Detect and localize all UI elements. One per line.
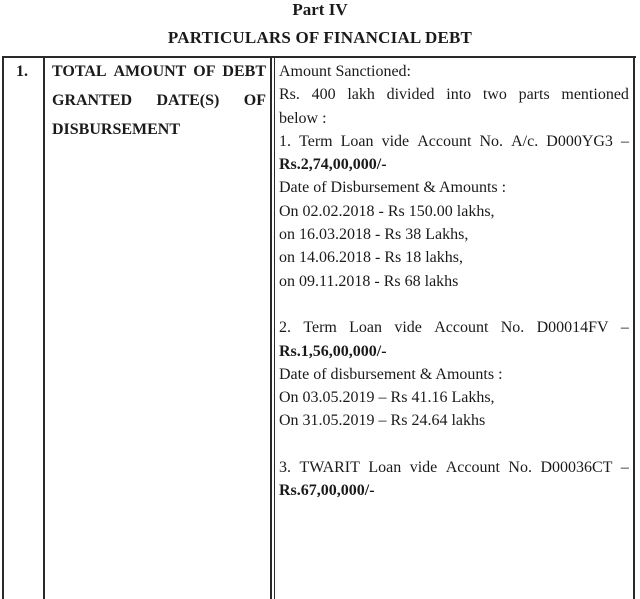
loan-1-disbursement: on 16.03.2018 - Rs 38 Lakhs, bbox=[279, 226, 469, 244]
loan-3-title-word: TWARIT bbox=[299, 459, 360, 477]
loan-3-title-word: Account bbox=[445, 459, 500, 477]
table-top-border bbox=[2, 56, 636, 58]
loan-2-dates-label: Date of disbursement & Amounts : bbox=[279, 365, 503, 383]
loan-3-title-word: vide bbox=[409, 459, 438, 477]
label-word: TOTAL bbox=[52, 63, 107, 80]
intro-word: two bbox=[482, 86, 507, 104]
loan-2-disbursement: On 03.05.2019 – Rs 41.16 Lakhs, bbox=[279, 389, 495, 407]
loan-2-title-word: D00014FV bbox=[536, 319, 609, 337]
loan-2-title-word: vide bbox=[394, 319, 422, 337]
part-heading: Part IV bbox=[292, 0, 348, 19]
spacer bbox=[279, 295, 629, 318]
label-word: AMOUNT bbox=[113, 63, 187, 80]
loan-1-title-word: – bbox=[621, 132, 629, 150]
loan-2-title-word: No. bbox=[500, 319, 525, 337]
loan-1-disbursement: On 02.02.2018 - Rs 150.00 lakhs, bbox=[279, 202, 495, 220]
label-word: OF bbox=[243, 92, 266, 109]
amount-sanctioned-label: Amount Sanctioned: bbox=[279, 63, 411, 80]
loan-2-title-word: Term bbox=[303, 319, 337, 337]
loan-1-title-word: 1. bbox=[279, 132, 291, 150]
loan-2-title bbox=[279, 318, 629, 341]
loan-3-title-word: 3. bbox=[279, 459, 291, 477]
loan-1-title-word: Account bbox=[417, 132, 472, 150]
table-right-border bbox=[633, 56, 635, 599]
intro-word: divided bbox=[386, 86, 435, 104]
debt-details bbox=[279, 62, 629, 505]
loan-2-disbursement: On 31.05.2019 – Rs 24.64 lakhs bbox=[279, 412, 486, 430]
sanction-intro-line bbox=[279, 85, 629, 108]
loan-1-title-word: Term bbox=[299, 132, 333, 150]
loan-3-title-word: No. bbox=[508, 459, 532, 477]
loan-1-title-word: A/c. bbox=[511, 132, 539, 150]
loan-1-disbursement: on 09.11.2018 - Rs 68 lakhs bbox=[279, 272, 459, 290]
loan-1-title-word: D000YG3 bbox=[546, 132, 613, 150]
row-number: 1. bbox=[16, 63, 28, 80]
label-word: DEBT bbox=[222, 63, 266, 80]
intro-word: parts bbox=[518, 86, 550, 104]
sanction-intro-continuation: below : bbox=[279, 109, 327, 127]
loan-2-title-word: Loan bbox=[349, 319, 383, 337]
intro-word: mentioned bbox=[561, 86, 629, 104]
label-line-2 bbox=[52, 91, 266, 111]
loan-2-title-word: 2. bbox=[279, 319, 291, 337]
label-word: DATE(S) bbox=[156, 92, 220, 109]
intro-word: into bbox=[446, 86, 472, 104]
loan-1-title-word: No. bbox=[479, 132, 504, 150]
label-word: OF bbox=[193, 63, 216, 80]
table-left-border bbox=[2, 56, 4, 599]
loan-3-title bbox=[279, 458, 629, 481]
loan-3-title-word: D00036CT bbox=[540, 459, 613, 477]
loan-1-title bbox=[279, 132, 629, 155]
section-heading: PARTICULARS OF FINANCIAL DEBT bbox=[167, 28, 473, 47]
loan-1-title-word: Loan bbox=[340, 132, 374, 150]
label-line-3 bbox=[52, 120, 266, 140]
label-word: DISBURSEMENT bbox=[52, 121, 181, 138]
loan-3-amount: Rs.67,00,000/- bbox=[279, 482, 375, 500]
loan-1-dates-label: Date of Disbursement & Amounts : bbox=[279, 179, 507, 197]
loan-2-amount: Rs.1,56,00,000/- bbox=[279, 342, 387, 360]
loan-1-amount: Rs.2,74,00,000/- bbox=[279, 156, 387, 174]
spacer bbox=[279, 435, 629, 458]
column-divider-2 bbox=[270, 56, 272, 599]
intro-word: 400 bbox=[311, 86, 336, 104]
column-divider-2b bbox=[274, 56, 275, 599]
loan-1-disbursement: on 14.06.2018 - Rs 18 lakhs, bbox=[279, 249, 463, 267]
label-word: GRANTED bbox=[52, 92, 133, 109]
column-divider-1 bbox=[43, 56, 45, 599]
loan-1-title-word: vide bbox=[381, 132, 410, 150]
loan-2-title-word: Account bbox=[434, 319, 489, 337]
loan-3-title-word: Loan bbox=[368, 459, 402, 477]
intro-word: Rs. bbox=[279, 86, 300, 104]
loan-3-title-word: – bbox=[620, 459, 629, 477]
intro-word: lakh bbox=[347, 86, 375, 104]
label-line-1 bbox=[52, 62, 266, 82]
loan-2-title-word: – bbox=[620, 319, 629, 337]
